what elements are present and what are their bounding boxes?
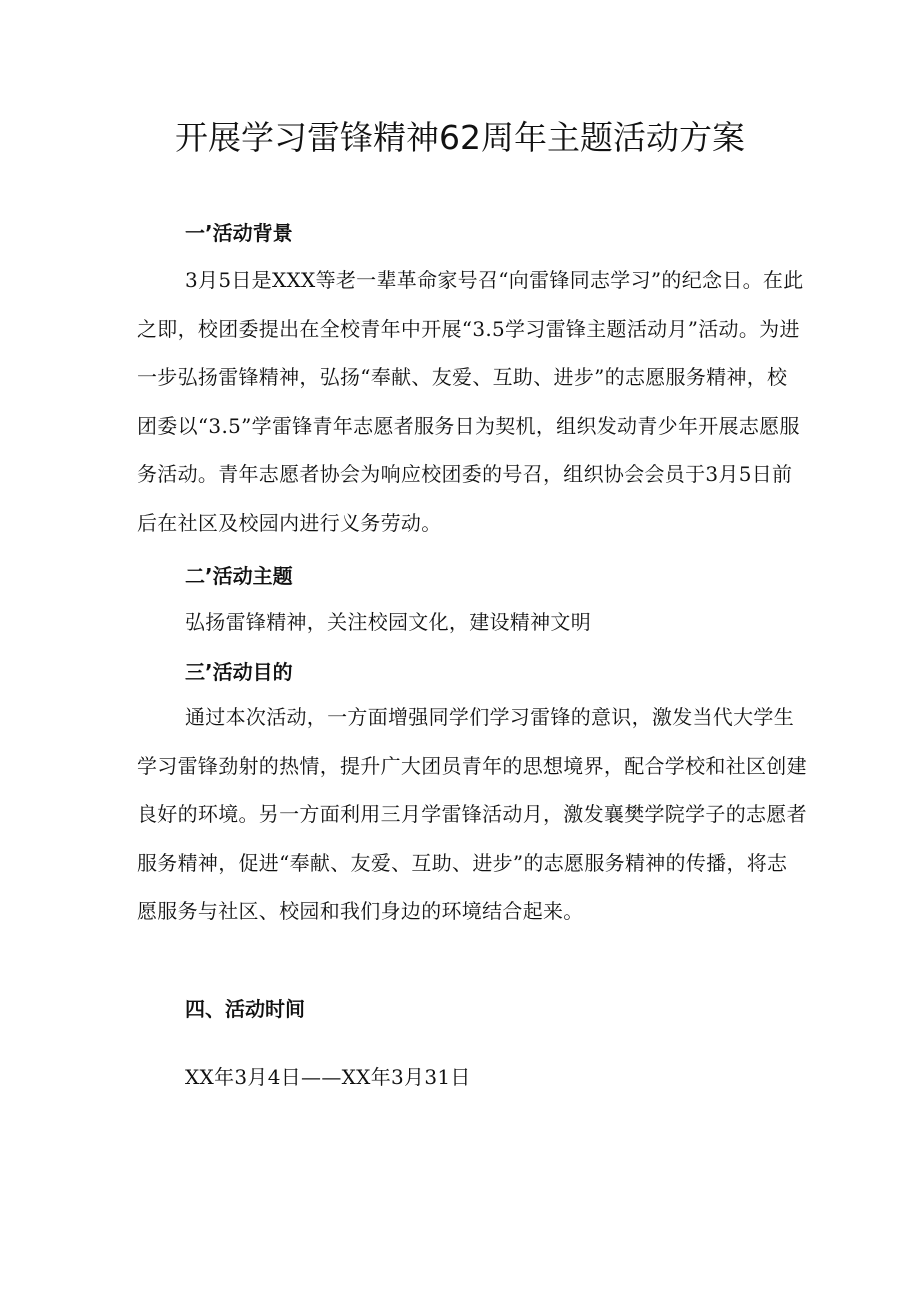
- section-body-time: XX年3月4日——XX年3月31日: [185, 1065, 471, 1089]
- section-body-theme: 弘扬雷锋精神，关注校园文化，建设精神文明: [185, 610, 591, 634]
- section-heading-theme: 二’活动主题: [185, 564, 293, 588]
- section-heading-background: 一’活动背景: [185, 221, 293, 245]
- section-body-purpose: 通过本次活动，一方面增强同学们学习雷锋的意识，激发当代大学生学习雷锋劲射的热情，提升广大团员青年的思想境界，配合学校和社区创建良好的环境。另一方面利用三月学雷锋活动月，激发襄樊学院学子的志愿者服务精神，促进“奉献、友爱、互助、进步”的志愿服务精神的传播，将志愿服务与社区、校园和我们身边的环境结合起来。: [137, 705, 807, 923]
- section-heading-time: 四、活动时间: [185, 997, 305, 1021]
- section-body-background: 3月5日是XXX等老一辈革命家号召“向雷锋同志学习”的纪念日。在此之即，校团委提出在全校青年中开展“3.5学习雷锋主题活动月”活动。为进一步弘扬雷锋精神，弘扬“奉献、友爱、互助、进步”的志愿服务精神，校团委以“3.5”学雷锋青年志愿者服务日为契机，组织发动青少年开展志愿服务活动。青年志愿者协会为响应校团委的号召，组织协会会员于3月5日前后在社区及校园内进行义务劳动。: [137, 268, 804, 535]
- section-heading-purpose: 三’活动目的: [185, 660, 293, 684]
- document-title: 开展学习雷锋精神62周年主题活动方案: [175, 118, 745, 157]
